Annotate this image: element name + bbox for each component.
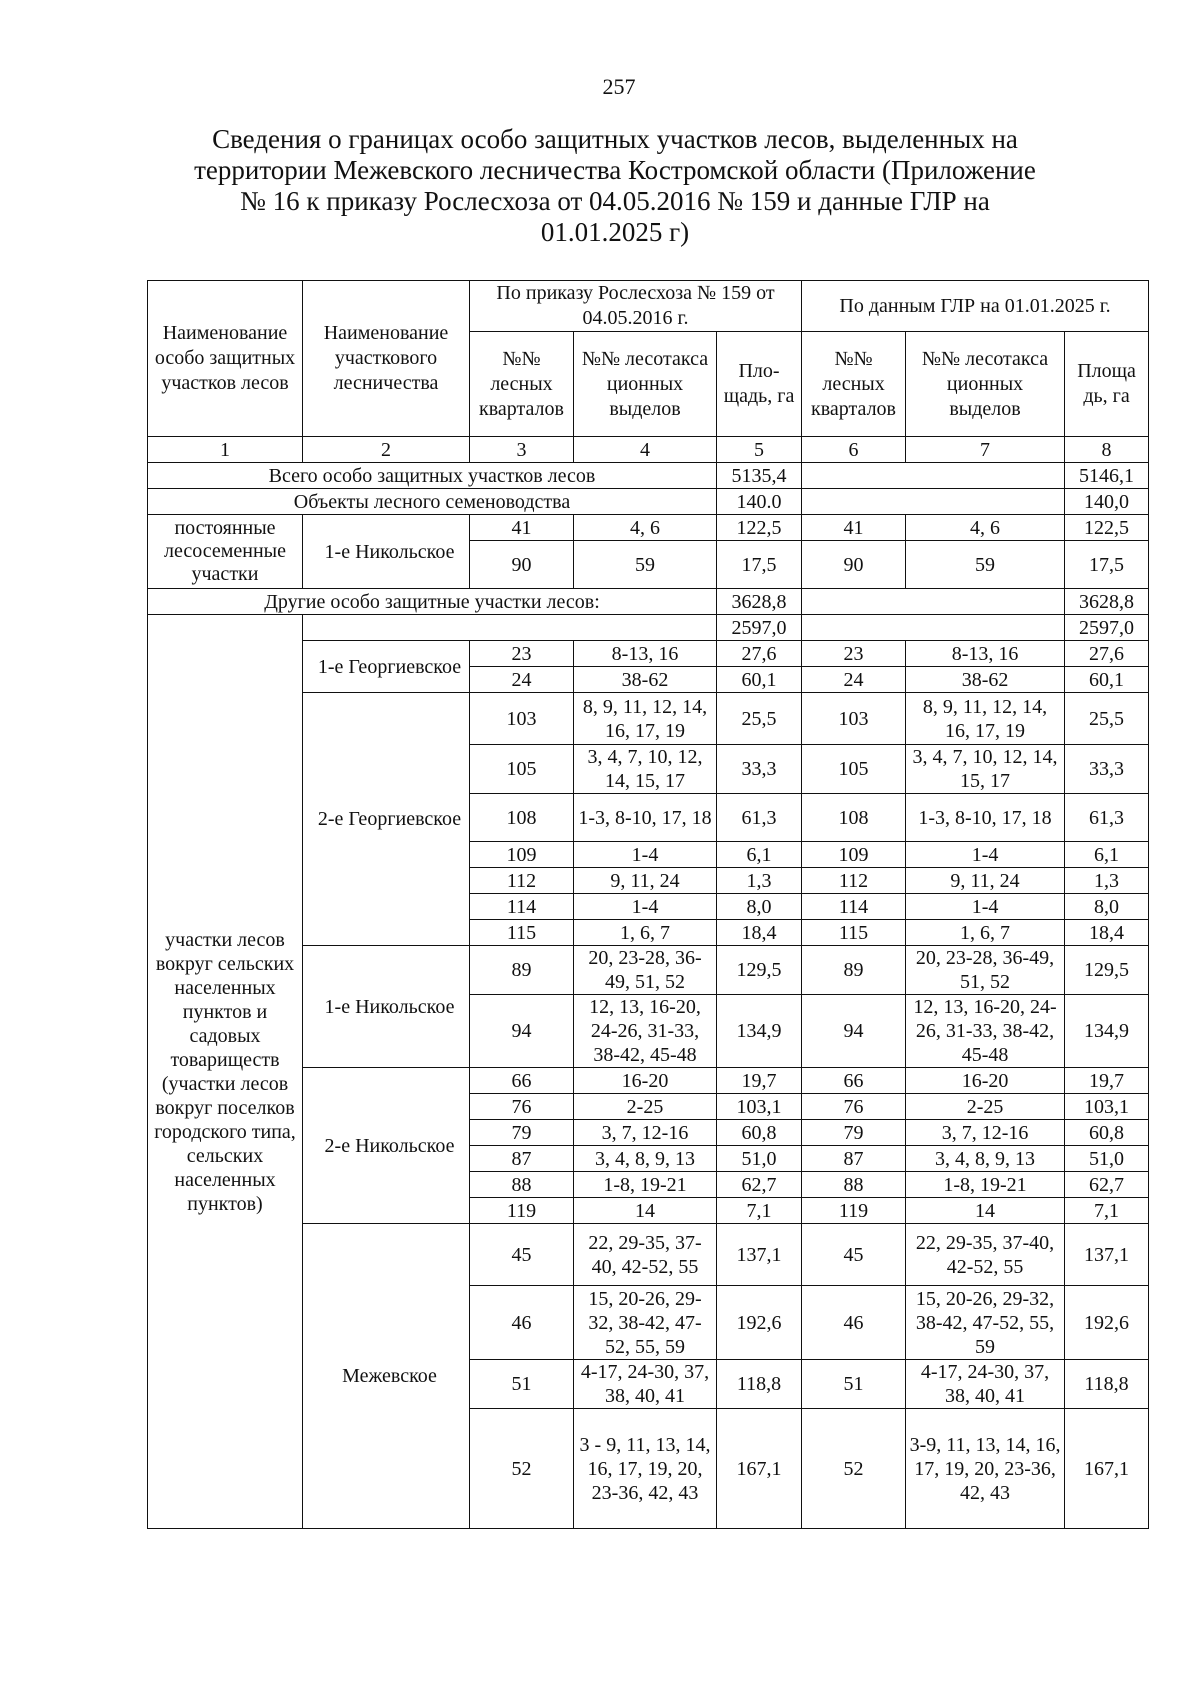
cell-quarter: 52	[802, 1409, 906, 1529]
header-subplots: №№ лесотакса ционных выделов	[574, 332, 717, 437]
cell-quarter: 90	[470, 541, 574, 589]
cell-area: 103,1	[717, 1094, 802, 1120]
column-number: 3	[470, 437, 574, 463]
column-number: 5	[717, 437, 802, 463]
cell-quarter: 76	[802, 1094, 906, 1120]
forestry-name: 1-е Никольское	[303, 946, 470, 1068]
cell-subplots: 3, 4, 7, 10, 12, 14, 15, 17	[906, 745, 1065, 794]
page-number: 257	[602, 74, 636, 99]
cell-quarter: 88	[802, 1172, 906, 1198]
cell-subplots: 2-25	[906, 1094, 1065, 1120]
cell-subplots: 3 - 9, 11, 13, 14, 16, 17, 19, 20, 23-36, 42, 43	[574, 1409, 717, 1529]
empty-cell	[802, 589, 1065, 615]
cell-subplots: 38-62	[574, 667, 717, 693]
cell-subplots: 8, 9, 11, 12, 14, 16, 17, 19	[574, 693, 717, 745]
cell-area: 27,6	[717, 641, 802, 667]
cell-subplots: 15, 20-26, 29-32, 38-42, 47-52, 55, 59	[906, 1286, 1065, 1360]
cell-area: 19,7	[717, 1068, 802, 1094]
forestry-name: 1-е Георгиевское	[303, 641, 470, 693]
cell-area: 122,5	[717, 515, 802, 541]
header-glr-group: По данным ГЛР на 01.01.2025 г.	[802, 281, 1149, 332]
cell-quarter: 52	[470, 1409, 574, 1529]
seed-objects-label: Объекты лесного семеноводства	[148, 489, 717, 515]
forestry-name: 2-е Никольское	[303, 1068, 470, 1224]
title-line: 01.01.2025 г)	[540, 217, 690, 247]
cell-subplots: 1-8, 19-21	[574, 1172, 717, 1198]
cell-subplots: 2-25	[574, 1094, 717, 1120]
header-subplots: №№ лесотакса ционных выделов	[906, 332, 1065, 437]
header-area: Площа дь, га	[1065, 332, 1149, 437]
cell-area: 1,3	[717, 868, 802, 894]
cell-quarter: 115	[470, 920, 574, 946]
cell-subplots: 1, 6, 7	[574, 920, 717, 946]
cell-area: 19,7	[1065, 1068, 1149, 1094]
cell-quarter: 108	[470, 794, 574, 842]
cell-quarter: 119	[470, 1198, 574, 1224]
cell-area: 6,1	[1065, 842, 1149, 868]
column-number: 4	[574, 437, 717, 463]
cell-subplots: 1-4	[906, 842, 1065, 868]
cell-subplots: 3, 4, 8, 9, 13	[574, 1146, 717, 1172]
forestry-name: 2-е Георгиевское	[303, 693, 470, 946]
cell-subplots: 4-17, 24-30, 37, 38, 40, 41	[906, 1360, 1065, 1409]
seed-objects-area-glr: 140,0	[1065, 489, 1149, 515]
cell-subplots: 16-20	[906, 1068, 1065, 1094]
other-areas-label: Другие особо защитные участки лесов:	[148, 589, 717, 615]
cell-area: 7,1	[1065, 1198, 1149, 1224]
empty-cell	[802, 489, 1065, 515]
settlement-category: участки лесов вокруг сельских населенных пунктов и садовых товариществ (участки лесов вокруг поселков городского типа, сельских населенных пунктов)	[148, 615, 303, 1529]
cell-quarter: 23	[802, 641, 906, 667]
cell-subplots: 4, 6	[574, 515, 717, 541]
header-forestry-name: Наименование участкового лесничества	[303, 281, 470, 437]
cell-quarter: 76	[470, 1094, 574, 1120]
cell-area: 137,1	[1065, 1224, 1149, 1286]
cell-quarter: 105	[802, 745, 906, 794]
cell-subplots: 8-13, 16	[906, 641, 1065, 667]
cell-subplots: 3, 7, 12-16	[906, 1120, 1065, 1146]
cell-subplots: 15, 20-26, 29-32, 38-42, 47-52, 55, 59	[574, 1286, 717, 1360]
cell-subplots: 20, 23-28, 36-49, 51, 52	[574, 946, 717, 995]
cell-area: 61,3	[717, 794, 802, 842]
empty-cell	[802, 463, 1065, 489]
cell-subplots: 59	[574, 541, 717, 589]
cell-subplots: 8-13, 16	[574, 641, 717, 667]
cell-quarter: 87	[802, 1146, 906, 1172]
cell-area: 103,1	[1065, 1094, 1149, 1120]
cell-quarter: 89	[470, 946, 574, 995]
cell-area: 8,0	[717, 894, 802, 920]
cell-quarter: 51	[470, 1360, 574, 1409]
cell-quarter: 105	[470, 745, 574, 794]
cell-subplots: 12, 13, 16-20, 24-26, 31-33, 38-42, 45-48	[574, 995, 717, 1068]
cell-area: 61,3	[1065, 794, 1149, 842]
cell-quarter: 45	[470, 1224, 574, 1286]
title-line: Сведения о границах особо защитных участков лесов, выделенных на	[212, 124, 1018, 154]
header-quarters: №№ лесных кварталов	[802, 332, 906, 437]
cell-area: 129,5	[717, 946, 802, 995]
cell-quarter: 51	[802, 1360, 906, 1409]
seed-category: постоянные лесосеменные участки	[148, 515, 303, 589]
column-number: 7	[906, 437, 1065, 463]
cell-subplots: 22, 29-35, 37-40, 42-52, 55	[906, 1224, 1065, 1286]
cell-subplots: 9, 11, 24	[906, 868, 1065, 894]
cell-subplots: 4-17, 24-30, 37, 38, 40, 41	[574, 1360, 717, 1409]
cell-quarter: 79	[470, 1120, 574, 1146]
cell-area: 137,1	[717, 1224, 802, 1286]
column-number: 1	[148, 437, 303, 463]
cell-area: 129,5	[1065, 946, 1149, 995]
cell-subplots: 1-4	[574, 842, 717, 868]
cell-area: 62,7	[1065, 1172, 1149, 1198]
cell-subplots: 14	[906, 1198, 1065, 1224]
title-line: № 16 к приказу Рослесхоза от 04.05.2016 № 159 и данные ГЛР на	[240, 186, 990, 216]
forest-areas-table	[147, 280, 1149, 1529]
header-area: Пло- щадь, га	[717, 332, 802, 437]
cell-subplots: 3, 4, 7, 10, 12, 14, 15, 17	[574, 745, 717, 794]
cell-quarter: 112	[802, 868, 906, 894]
cell-area: 18,4	[1065, 920, 1149, 946]
cell-area: 167,1	[1065, 1409, 1149, 1529]
cell-quarter: 109	[470, 842, 574, 868]
header-order-group: По приказу Рослесхоза № 159 от 04.05.2016 г.	[470, 281, 802, 332]
cell-area: 118,8	[1065, 1360, 1149, 1409]
title-line: территории Межевского лесничества Костромской области (Приложение	[194, 155, 1036, 185]
cell-subplots: 59	[906, 541, 1065, 589]
cell-area: 192,6	[717, 1286, 802, 1360]
cell-subplots: 1-8, 19-21	[906, 1172, 1065, 1198]
cell-quarter: 94	[470, 995, 574, 1068]
cell-quarter: 79	[802, 1120, 906, 1146]
cell-subplots: 1-4	[574, 894, 717, 920]
document-title	[150, 124, 1080, 248]
column-number: 8	[1065, 437, 1149, 463]
cell-quarter: 45	[802, 1224, 906, 1286]
cell-area: 6,1	[717, 842, 802, 868]
cell-subplots: 22, 29-35, 37-40, 42-52, 55	[574, 1224, 717, 1286]
header-quarters: №№ лесных кварталов	[470, 332, 574, 437]
cell-area: 62,7	[717, 1172, 802, 1198]
cell-area: 51,0	[1065, 1146, 1149, 1172]
cell-area: 122,5	[1065, 515, 1149, 541]
cell-quarter: 109	[802, 842, 906, 868]
cell-quarter: 108	[802, 794, 906, 842]
cell-quarter: 41	[802, 515, 906, 541]
total-all-area-glr: 5146,1	[1065, 463, 1149, 489]
cell-quarter: 87	[470, 1146, 574, 1172]
cell-quarter: 103	[470, 693, 574, 745]
cell-quarter: 46	[470, 1286, 574, 1360]
cell-quarter: 41	[470, 515, 574, 541]
settlement-area-order: 2597,0	[717, 615, 802, 641]
cell-quarter: 24	[802, 667, 906, 693]
cell-quarter: 23	[470, 641, 574, 667]
cell-subplots: 14	[574, 1198, 717, 1224]
cell-area: 17,5	[1065, 541, 1149, 589]
cell-area: 134,9	[717, 995, 802, 1068]
cell-area: 167,1	[717, 1409, 802, 1529]
cell-subplots: 1-4	[906, 894, 1065, 920]
cell-quarter: 89	[802, 946, 906, 995]
cell-subplots: 8, 9, 11, 12, 14, 16, 17, 19	[906, 693, 1065, 745]
cell-area: 7,1	[717, 1198, 802, 1224]
cell-quarter: 24	[470, 667, 574, 693]
empty-cell	[303, 615, 717, 641]
cell-area: 18,4	[717, 920, 802, 946]
cell-subplots: 9, 11, 24	[574, 868, 717, 894]
other-areas-area-order: 3628,8	[717, 589, 802, 615]
other-areas-area-glr: 3628,8	[1065, 589, 1149, 615]
total-all-label: Всего особо защитных участков лесов	[148, 463, 717, 489]
cell-subplots: 3, 7, 12-16	[574, 1120, 717, 1146]
cell-area: 33,3	[717, 745, 802, 794]
cell-subplots: 12, 13, 16-20, 24-26, 31-33, 38-42, 45-48	[906, 995, 1065, 1068]
cell-area: 25,5	[1065, 693, 1149, 745]
cell-area: 27,6	[1065, 641, 1149, 667]
total-all-area-order: 5135,4	[717, 463, 802, 489]
cell-subplots: 4, 6	[906, 515, 1065, 541]
settlement-area-glr: 2597,0	[1065, 615, 1149, 641]
cell-subplots: 38-62	[906, 667, 1065, 693]
cell-area: 25,5	[717, 693, 802, 745]
cell-subplots: 3-9, 11, 13, 14, 16, 17, 19, 20, 23-36, 42, 43	[906, 1409, 1065, 1529]
cell-quarter: 103	[802, 693, 906, 745]
cell-subplots: 1, 6, 7	[906, 920, 1065, 946]
cell-quarter: 119	[802, 1198, 906, 1224]
empty-cell	[802, 615, 1065, 641]
cell-subplots: 20, 23-28, 36-49, 51, 52	[906, 946, 1065, 995]
cell-area: 118,8	[717, 1360, 802, 1409]
cell-quarter: 46	[802, 1286, 906, 1360]
cell-quarter: 66	[802, 1068, 906, 1094]
cell-area: 192,6	[1065, 1286, 1149, 1360]
cell-subplots: 1-3, 8-10, 17, 18	[574, 794, 717, 842]
cell-subplots: 1-3, 8-10, 17, 18	[906, 794, 1065, 842]
cell-quarter: 94	[802, 995, 906, 1068]
cell-area: 51,0	[717, 1146, 802, 1172]
cell-subplots: 16-20	[574, 1068, 717, 1094]
cell-quarter: 112	[470, 868, 574, 894]
column-number: 6	[802, 437, 906, 463]
cell-quarter: 90	[802, 541, 906, 589]
cell-quarter: 66	[470, 1068, 574, 1094]
cell-quarter: 115	[802, 920, 906, 946]
cell-quarter: 114	[470, 894, 574, 920]
seed-objects-area-order: 140.0	[717, 489, 802, 515]
cell-area: 60,1	[1065, 667, 1149, 693]
column-number: 2	[303, 437, 470, 463]
cell-area: 60,1	[717, 667, 802, 693]
cell-area: 60,8	[717, 1120, 802, 1146]
cell-area: 1,3	[1065, 868, 1149, 894]
forestry-name: Межевское	[303, 1224, 470, 1529]
cell-area: 8,0	[1065, 894, 1149, 920]
cell-subplots: 3, 4, 8, 9, 13	[906, 1146, 1065, 1172]
seed-forestry: 1-е Никольское	[303, 515, 470, 589]
cell-area: 134,9	[1065, 995, 1149, 1068]
cell-area: 17,5	[717, 541, 802, 589]
cell-quarter: 88	[470, 1172, 574, 1198]
cell-area: 33,3	[1065, 745, 1149, 794]
cell-area: 60,8	[1065, 1120, 1149, 1146]
cell-quarter: 114	[802, 894, 906, 920]
header-protected-area-name: Наименование особо защитных участков лесов	[148, 281, 303, 437]
